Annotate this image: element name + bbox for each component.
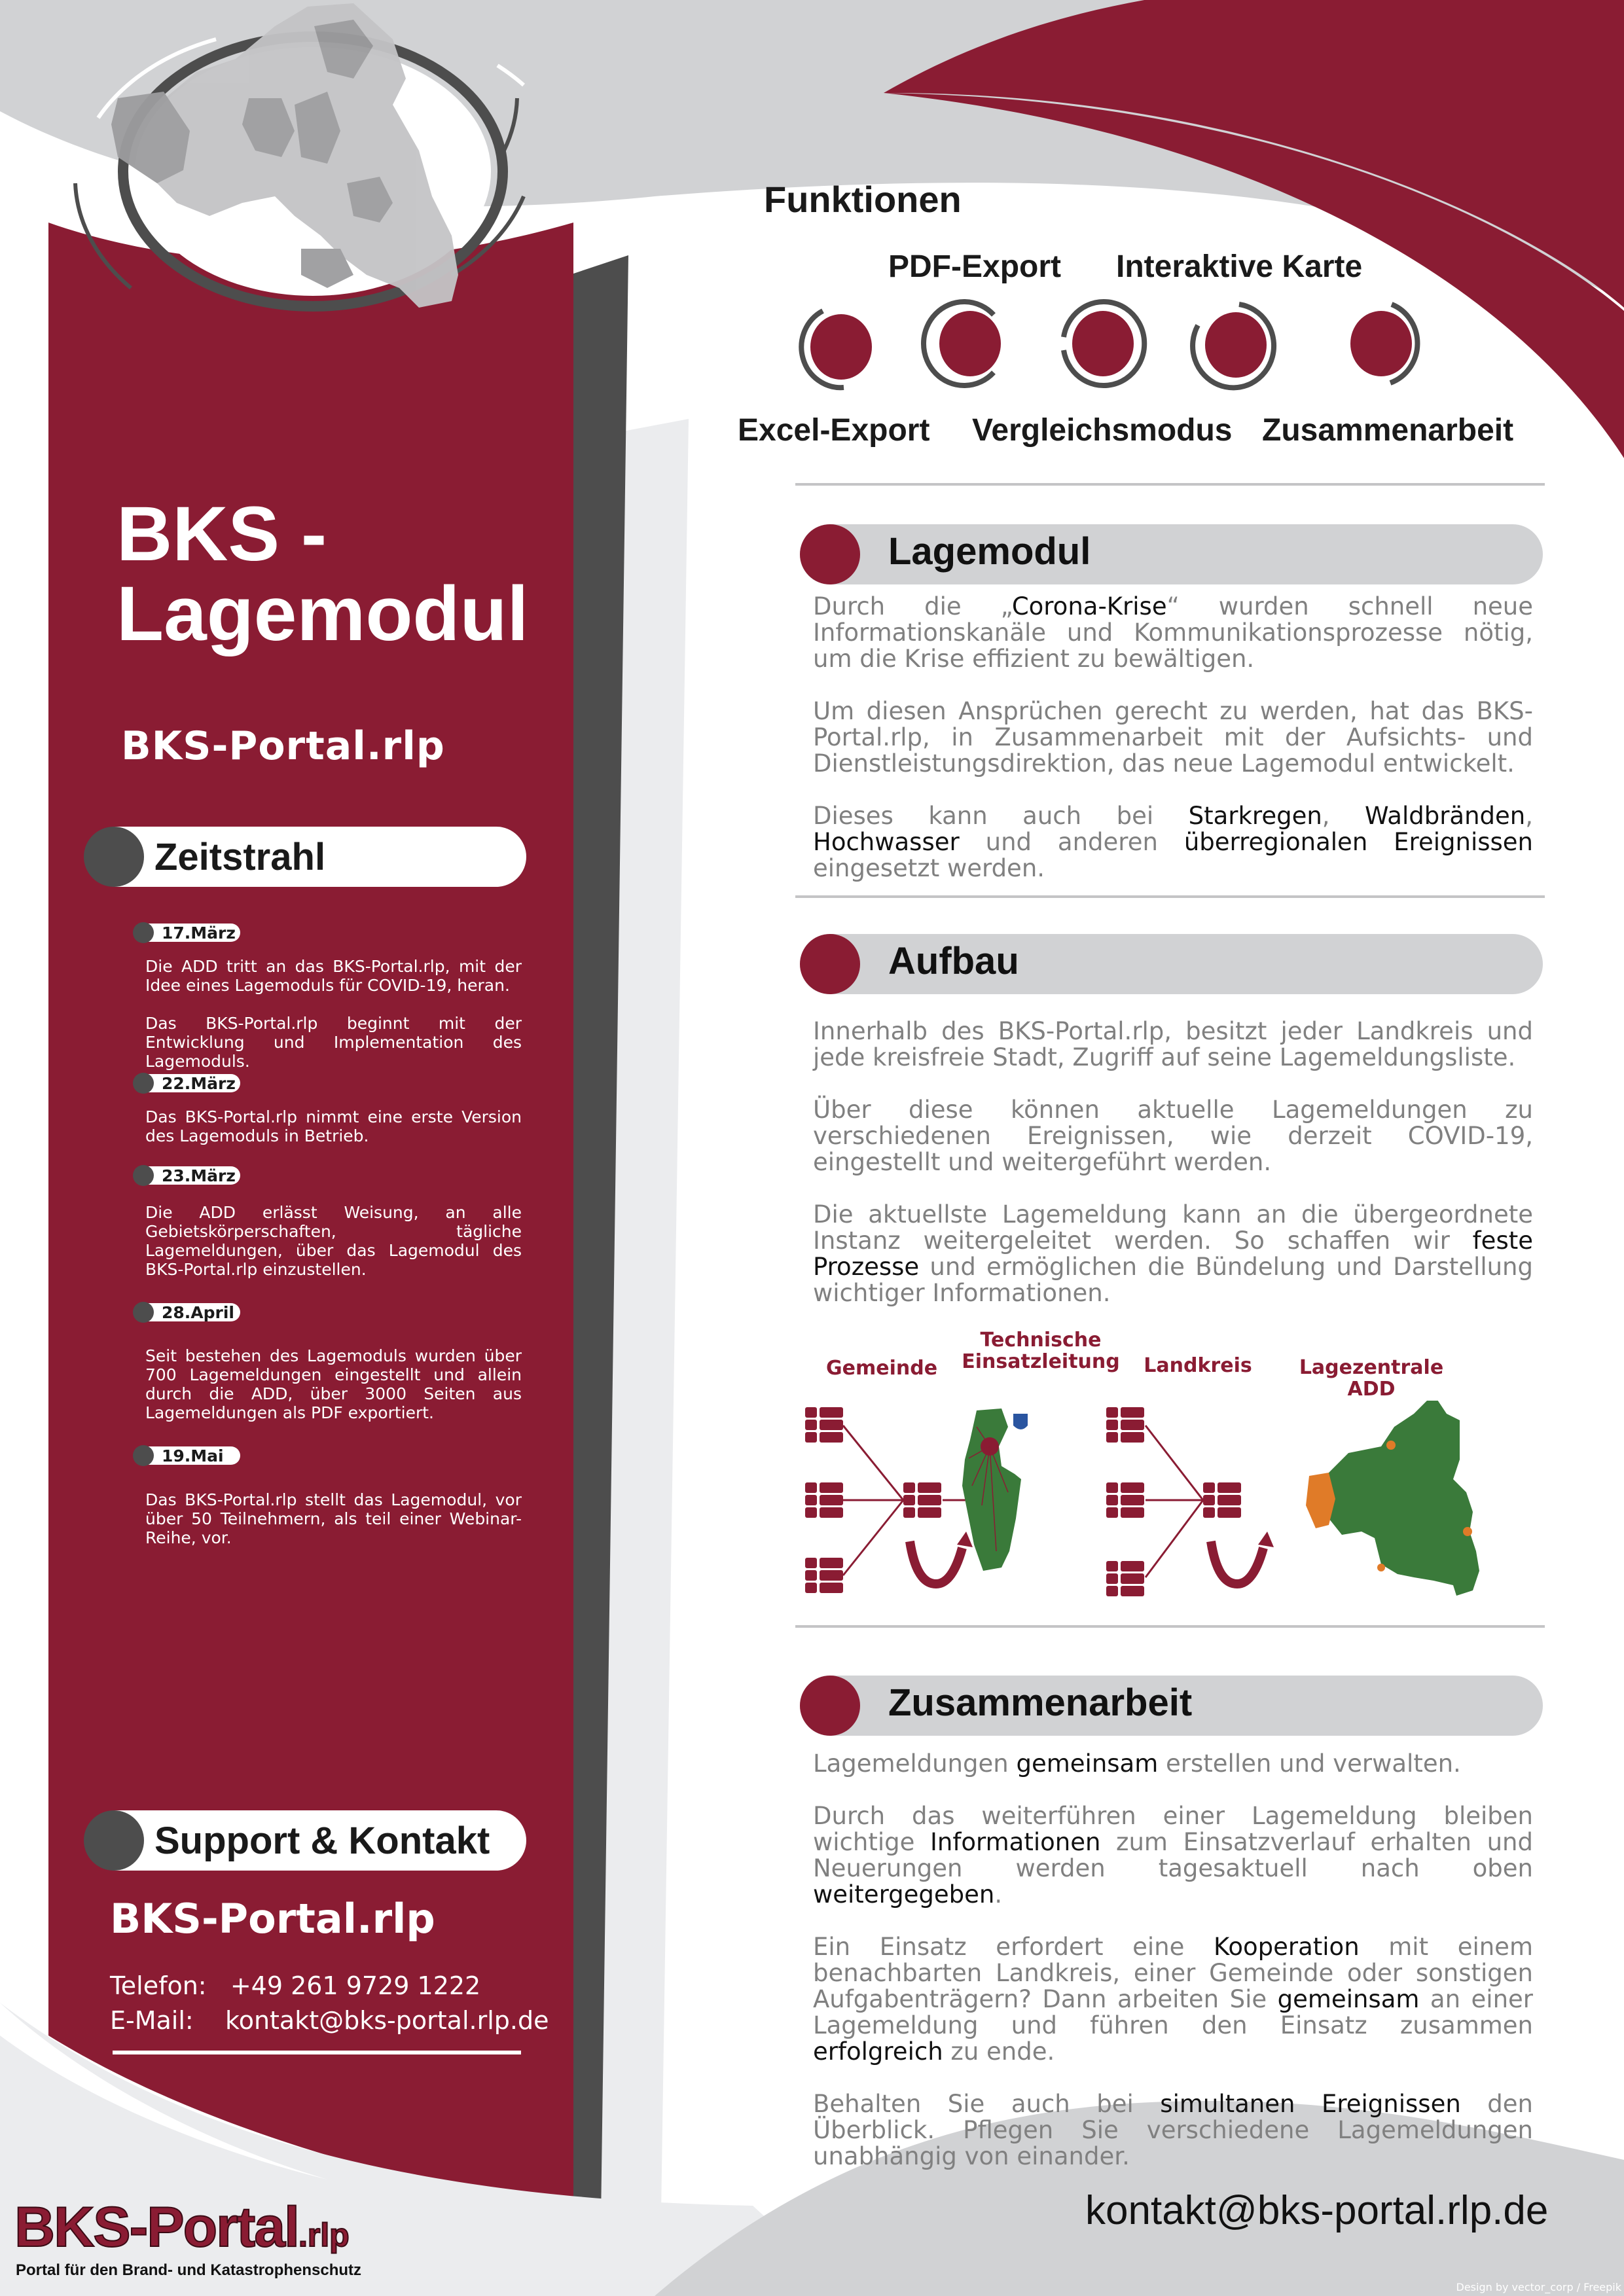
text-run: Über diese können aktuelle Lagemeldungen zu verschiedenen Ereignissen, wie derzeit COVID-19, eingestellt und weitergeführt werden. — [813, 1096, 1533, 1176]
email-line — [110, 2006, 549, 2035]
text-run: mit einem benachbarten Landkreis, einer Gemeinde oder sonstigen Aufgabenträgern? Dann arbeiten Sie — [813, 1933, 1533, 2013]
feature-pdf-export: PDF-Export — [888, 249, 1061, 284]
section-header-lagemodul: Lagemodul — [800, 524, 1543, 584]
timeline-date: 17.März — [135, 924, 240, 942]
section-body-aufbau — [813, 1018, 1533, 1333]
page-title — [117, 491, 529, 657]
cycle-arrow-icon — [910, 1532, 973, 1584]
contact-portal-name: BKS-Portal.rlp — [110, 1895, 435, 1943]
feature-excel-export: Excel-Export — [738, 413, 930, 448]
paragraph — [813, 1803, 1533, 1908]
feature-vergleichsmodus: Vergleichsmodus — [972, 413, 1233, 448]
report-list-icon — [805, 1482, 843, 1518]
report-list-icon — [903, 1482, 941, 1518]
footer-email-link[interactable]: kontakt@bks-portal.rlp.de — [1085, 2188, 1549, 2233]
text-run: und ermöglichen die Bündelung und Darstellung wichtiger Informationen. — [813, 1253, 1533, 1307]
paragraph — [813, 1202, 1533, 1306]
timeline-date: 19.Mai — [135, 1446, 240, 1465]
text-run: und anderen — [959, 828, 1184, 856]
feature-circle-icon — [924, 302, 1001, 386]
diagram-label-lagezentrale-add: Lagezentrale ADD — [1299, 1356, 1444, 1401]
text-run: Durch das weiterführen einer Lagemeldung bleiben wichtige — [813, 1802, 1533, 1856]
timeline-entry: Das BKS-Portal.rlp nimmt eine erste Version des Lagemoduls in Betrieb. — [145, 1107, 522, 1145]
diagram-label-landkreis: Landkreis — [1144, 1354, 1252, 1377]
logo-text: BKS-Portal — [14, 2196, 298, 2259]
email-link[interactable]: kontakt@bks-portal.rlp.de — [225, 2006, 549, 2035]
bullet-circle-icon — [133, 1445, 154, 1466]
logo-tagline: Portal für den Brand- und Katastrophenschutz — [16, 2261, 362, 2279]
feature-circle-icon — [1350, 304, 1417, 383]
paragraph — [813, 2091, 1533, 2170]
highlighted-text: überregionalen Ereignissen — [1183, 828, 1533, 856]
text-run: Durch die „ — [813, 592, 1012, 620]
bullet-circle-icon — [800, 1676, 860, 1736]
section-body-zusammenarbeit — [813, 1751, 1533, 2196]
phone-label: Telefon: — [110, 1971, 207, 2000]
diagram-label-gemeinde: Gemeinde — [826, 1357, 938, 1380]
paragraph — [813, 1018, 1533, 1071]
highlighted-text: feste Prozesse — [813, 1227, 1533, 1281]
report-list-icon — [1106, 1482, 1144, 1518]
text-run: zum Einsatzverlauf erhalten und Neuerungen werden tagesaktuell nach oben — [813, 1828, 1533, 1882]
text-run: Behalten Sie auch bei — [813, 2090, 1161, 2118]
text-run: Ein Einsatz erfordert eine — [813, 1933, 1214, 1961]
timeline-entry: Seit bestehen des Lagemoduls wurden über 700 Lagemeldungen eingestellt und allein durch die ADD, über 3000 Seiten aus Lagemeldungen als PDF exportiert. — [145, 1346, 522, 1422]
support-heading: Support & Kontakt — [154, 1819, 490, 1862]
bullet-circle-icon — [84, 827, 144, 887]
support-heading-pill — [86, 1810, 526, 1871]
cycle-arrow-icon — [1211, 1532, 1274, 1584]
title-line-2: Lagemodul — [117, 571, 529, 657]
text-run: zu ende. — [943, 2037, 1055, 2066]
highlighted-text: Corona-Krise — [1011, 592, 1167, 620]
logo-suffix: .rlp — [298, 2217, 350, 2253]
report-list-icon — [805, 1407, 843, 1443]
text-run: Die aktuellste Lagemeldung kann an die übergeordnete Instanz weitergeleitet werden. So schaffen wir — [813, 1200, 1533, 1255]
timeline-entry: Die ADD erlässt Weisung, an alle Gebietskörperschaften, tägliche Lagemeldungen, über das Lagemodul des BKS-Portal.rlp einzustellen. — [145, 1203, 522, 1279]
text-run: “ wurden schnell neue Informationskanäle und Kommunikationsprozesse nötig, um die Krise effizient zu bewältigen. — [813, 592, 1533, 673]
text-run: eingesetzt werden. — [813, 854, 1045, 882]
divider — [113, 2051, 521, 2054]
bullet-circle-icon — [133, 922, 154, 943]
bullet-circle-icon — [800, 524, 860, 584]
text-run: an einer Lagemeldung und führen den Einsatz zusammen — [813, 1985, 1533, 2039]
bullet-circle-icon — [800, 934, 860, 994]
bullet-circle-icon — [84, 1810, 144, 1871]
timeline-entry: Die ADD tritt an das BKS-Portal.rlp, mit der Idee eines Lagemoduls für COVID-19, heran. Das BKS-Portal.rlp beginnt mit der Entwicklung und Implementation des Lagemoduls. — [145, 957, 522, 1071]
feature-interaktive-karte: Interaktive Karte — [1116, 249, 1363, 284]
divider — [795, 483, 1545, 486]
text-run: Lagemeldungen — [813, 1749, 1017, 1778]
paragraph — [813, 1751, 1533, 1777]
bullet-circle-icon — [133, 1165, 154, 1186]
portal-name: BKS-Portal.rlp — [121, 723, 445, 769]
features-heading: Funktionen — [764, 179, 962, 220]
bullet-circle-icon — [133, 1073, 154, 1094]
highlighted-text: Waldbränden — [1365, 802, 1526, 830]
timeline-date: 23.März — [135, 1166, 240, 1185]
flow-lines — [843, 1426, 1203, 1577]
title-line-1: BKS - — [117, 491, 327, 577]
feature-circle-icon — [1193, 304, 1274, 387]
paragraph — [813, 698, 1533, 777]
paragraph — [813, 1097, 1533, 1175]
highlighted-text: simultanen Ereignissen — [1160, 2090, 1461, 2118]
highlighted-text: gemeinsam — [1016, 1749, 1159, 1778]
section-header-zusammenarbeit: Zusammenarbeit — [800, 1676, 1543, 1736]
highlighted-text: gemeinsam — [1277, 1985, 1420, 2013]
report-list-icon — [805, 1558, 843, 1593]
report-list-icon — [1106, 1407, 1144, 1443]
phone-line — [110, 1971, 480, 2000]
paragraph — [813, 594, 1533, 672]
feature-icons — [785, 291, 1440, 406]
email-label: E-Mail: — [110, 2006, 194, 2035]
logo — [14, 2196, 350, 2263]
report-list-icon — [1106, 1561, 1144, 1596]
text-run: Dieses kann auch bei — [813, 802, 1189, 830]
text-run: Innerhalb des BKS-Portal.rlp, besitzt jeder Landkreis und jede kreisfreie Stadt, Zugriff auf seine Lagemeldungsliste. — [813, 1017, 1533, 1071]
timeline-entry: Das BKS-Portal.rlp stellt das Lagemodul, vor über 50 Teilnehmern, als teil einer Webinar-Reihe, vor. — [145, 1490, 522, 1547]
flow-diagram — [805, 1401, 1525, 1597]
highlighted-text: weitergegeben — [813, 1880, 995, 1909]
highlighted-text: Hochwasser — [813, 828, 960, 856]
timeline-heading-pill — [86, 827, 526, 887]
divider — [795, 895, 1545, 898]
report-list-icon — [1203, 1482, 1241, 1518]
highlighted-text: erfolgreich — [813, 2037, 943, 2066]
feature-zusammenarbeit: Zusammenarbeit — [1262, 413, 1514, 448]
divider — [795, 1625, 1545, 1628]
bullet-circle-icon — [133, 1302, 154, 1323]
highlighted-text: Kooperation — [1213, 1933, 1360, 1961]
paragraph — [813, 1934, 1533, 2065]
timeline-date: 28.April — [135, 1303, 240, 1321]
highlighted-text: Informationen — [930, 1828, 1101, 1856]
feature-circle-icon — [1064, 302, 1144, 386]
diagram-label-technische-einsatzleitung: Technische Einsatzleitung — [962, 1329, 1120, 1373]
feature-circle-icon — [801, 311, 872, 387]
highlighted-text: Starkregen — [1188, 802, 1322, 830]
text-run: . — [994, 1880, 1003, 1909]
timeline-date: 22.März — [135, 1074, 240, 1092]
design-credit: Design by vector_corp / Freepik — [1456, 2281, 1621, 2293]
section-header-aufbau: Aufbau — [800, 934, 1543, 994]
text-run: , — [1525, 802, 1533, 830]
state-map-icon — [1306, 1401, 1479, 1596]
text-run: den Überblick. Pflegen Sie verschiedene Lagemeldungen unabhängig von einander. — [813, 2090, 1534, 2170]
timeline-heading: Zeitstrahl — [154, 835, 326, 878]
phone-value[interactable]: +49 261 9729 1222 — [230, 1971, 481, 2000]
paragraph — [813, 803, 1533, 882]
section-body-lagemodul — [813, 594, 1533, 908]
text-run: erstellen und verwalten. — [1158, 1749, 1461, 1778]
text-run: , — [1322, 802, 1365, 830]
text-run: Um diesen Ansprüchen gerecht zu werden, hat das BKS-Portal.rlp, in Zusammenarbeit mit der Aufsichts- und Dienstleistungsdirektion, das neue Lagemodul entwickelt. — [813, 697, 1533, 778]
